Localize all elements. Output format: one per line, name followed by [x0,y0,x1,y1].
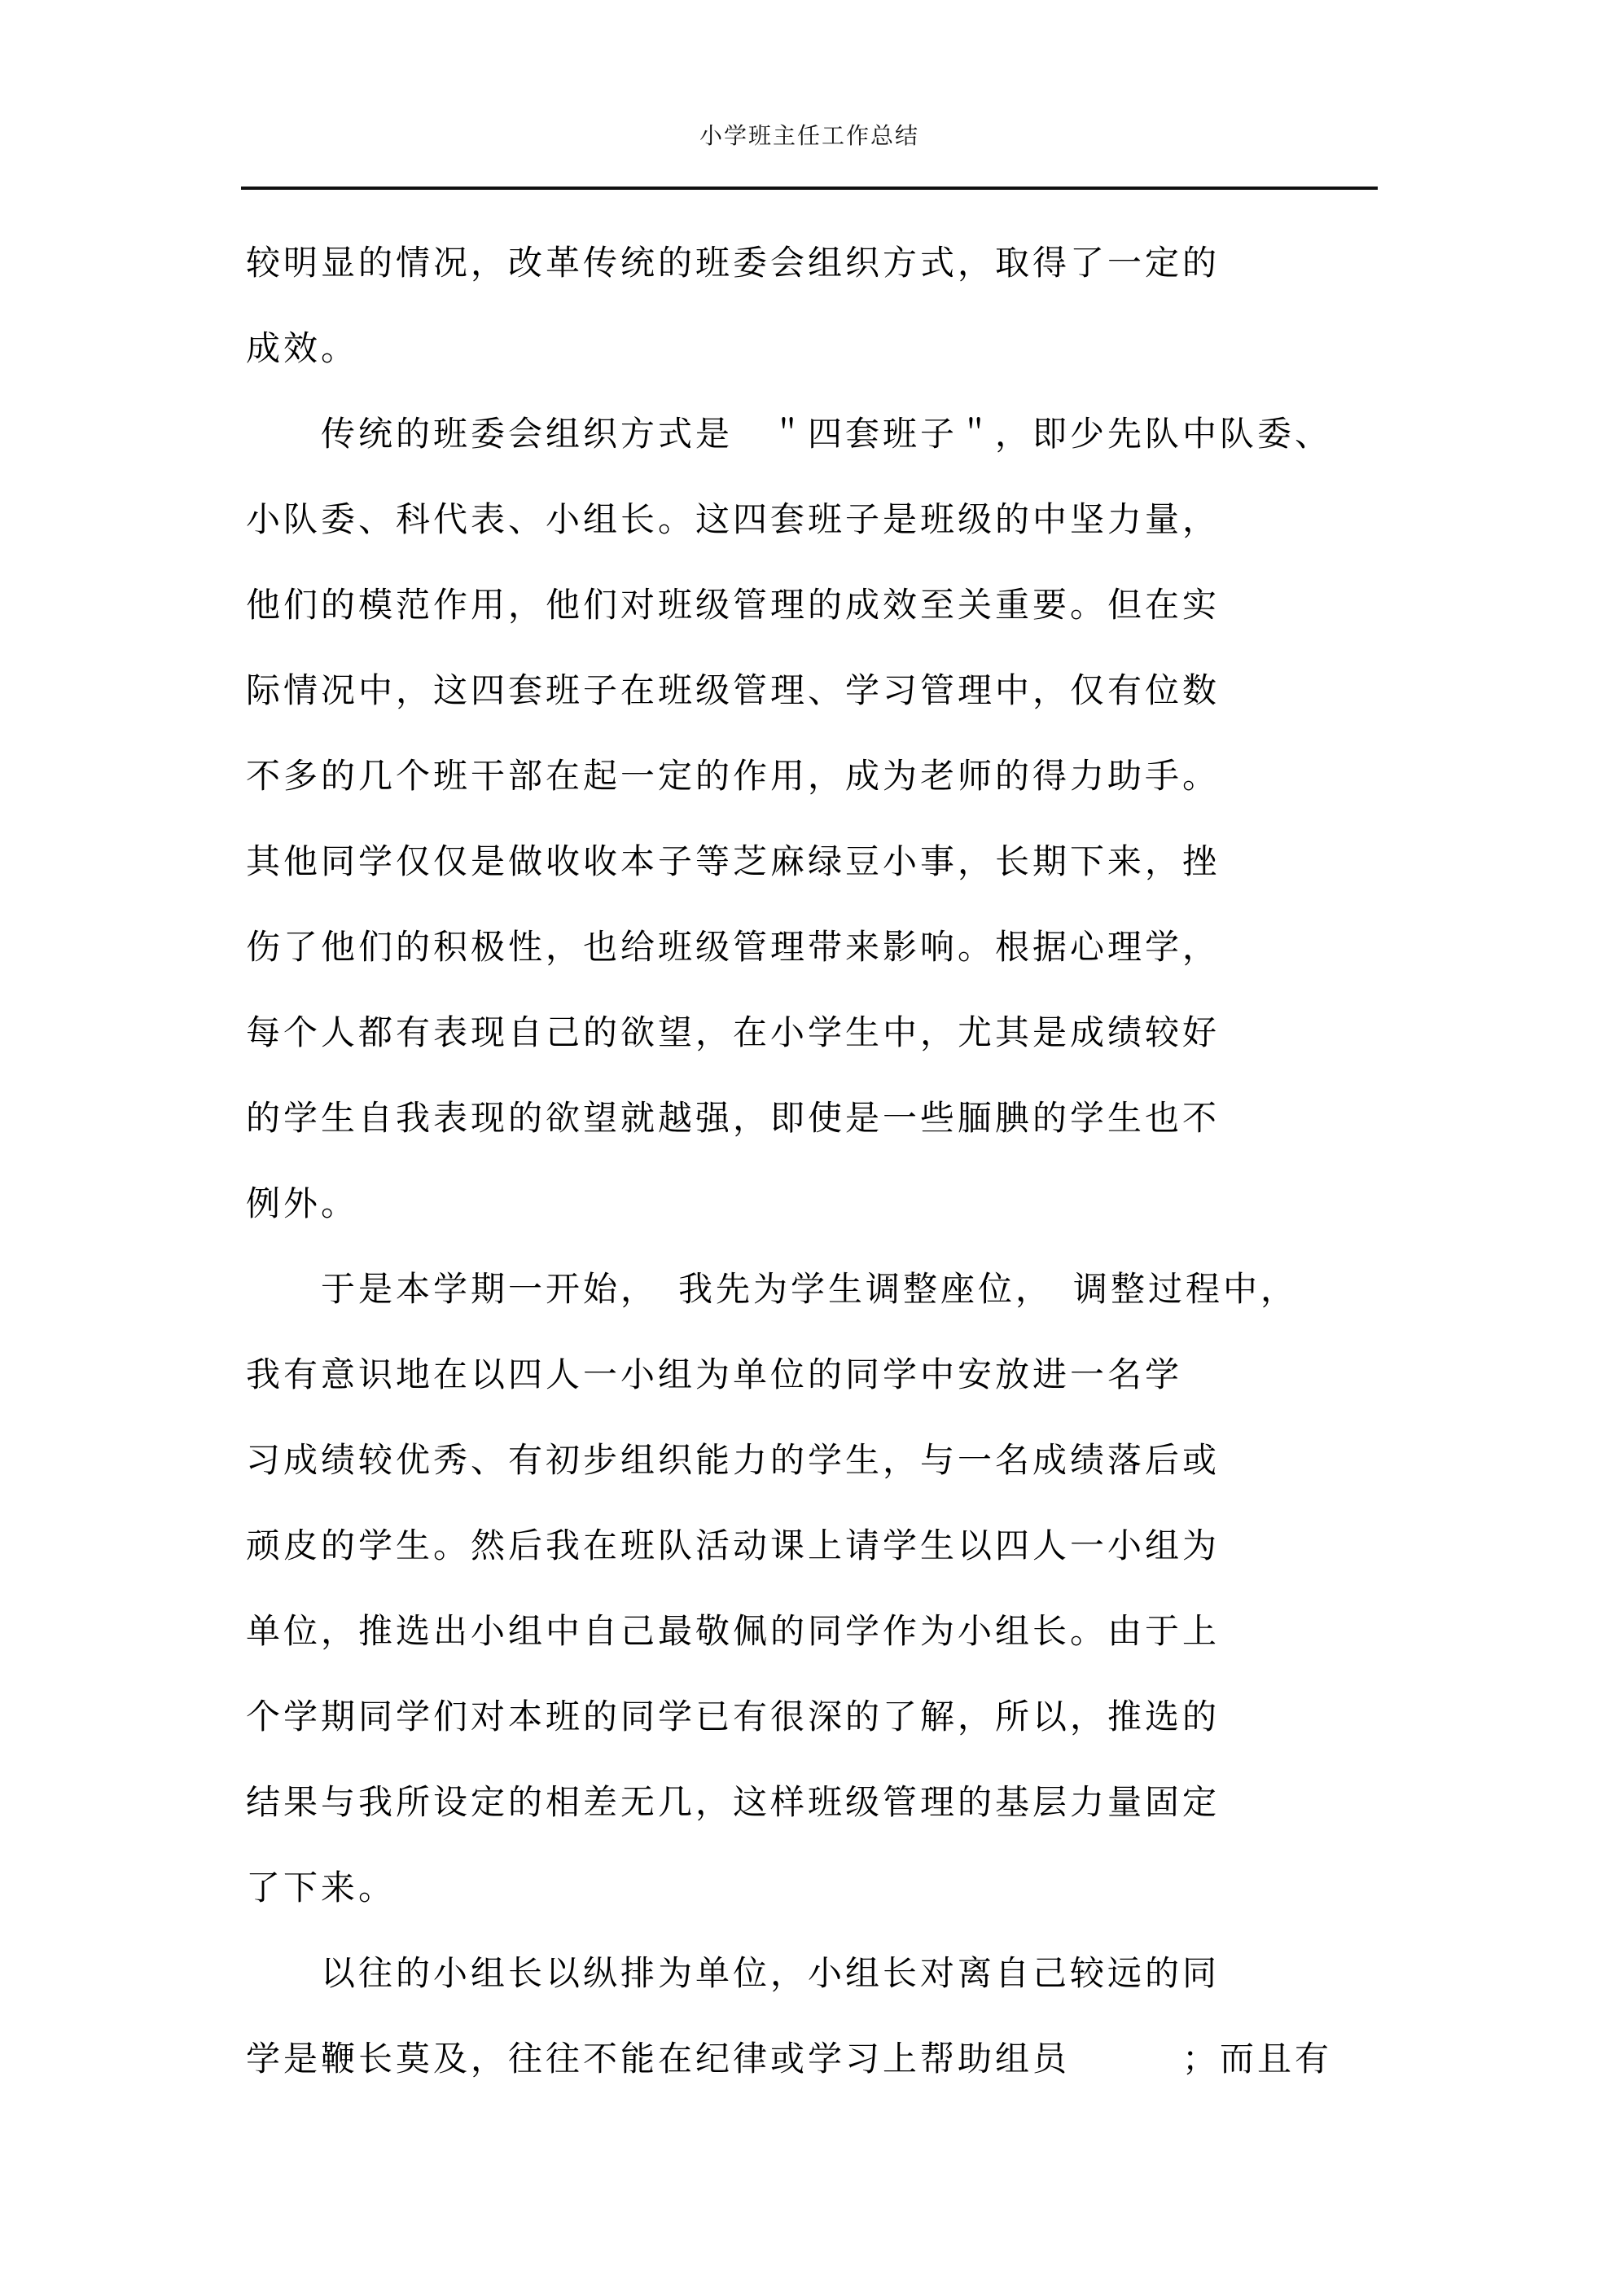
text-line: 我有意识地在以四人一小组为单位的同学中安放进一名学 [246,1355,1183,1394]
text-line: 个学期同学们对本班的同学已有很深的了解，所以，推选的 [246,1697,1221,1736]
page-header [241,0,1378,190]
text-line: 较明显的情况，改革传统的班委会组织方式，取得了一定的 [246,244,1221,282]
text-line: 小队委、科代表、小组长。这四套班子是班级的中坚力量， [246,500,1221,538]
text-line: 于是本学期一开始， 我先为学生调整座位， 调整过程中， [321,1270,1299,1308]
text-line: 习成绩较优秀、有初步组织能力的学生，与一名成绩落后或 [246,1441,1221,1479]
text-line: 顽皮的学生。然后我在班队活动课上请学生以四人一小组为 [246,1526,1221,1565]
text-line: 了下来。 [246,1868,397,1907]
page-header-title: 小学班主任工作总结 [699,123,919,148]
text-line: 以往的小组长以纵排为单位，小组长对离自己较远的同 [321,1954,1221,1992]
text-line: 伤了他们的积极性，也给班级管理带来影响。根据心理学， [246,928,1221,966]
text-line: 例外。 [246,1184,359,1223]
text-line: 不多的几个班干部在起一定的作用，成为老师的得力助手。 [246,757,1221,795]
text-line: 传统的班委会组织方式是 ＂四套班子＂，即少先队中队委、 [321,415,1333,453]
text-line: 其他同学仅仅是做收收本子等芝麻绿豆小事，长期下来，挫 [246,842,1221,880]
document-body [246,220,1386,2101]
text-line: 每个人都有表现自己的欲望，在小学生中，尤其是成绩较好 [246,1013,1221,1051]
text-line: 他们的模范作用，他们对班级管理的成效至关重要。但在实 [246,586,1221,624]
text-line: 结果与我所设定的相差无几，这样班级管理的基层力量固定 [246,1783,1221,1821]
text-line: 学是鞭长莫及，往往不能在纪律或学习上帮助组员 ；而且有 [246,2039,1333,2078]
text-line: 的学生自我表现的欲望就越强，即使是一些腼腆的学生也不 [246,1099,1221,1137]
text-line: 成效。 [246,329,359,367]
text-line: 单位，推选出小组中自己最敬佩的同学作为小组长。由于上 [246,1612,1221,1650]
text-line: 际情况中，这四套班子在班级管理、学习管理中，仅有位数 [246,671,1221,709]
